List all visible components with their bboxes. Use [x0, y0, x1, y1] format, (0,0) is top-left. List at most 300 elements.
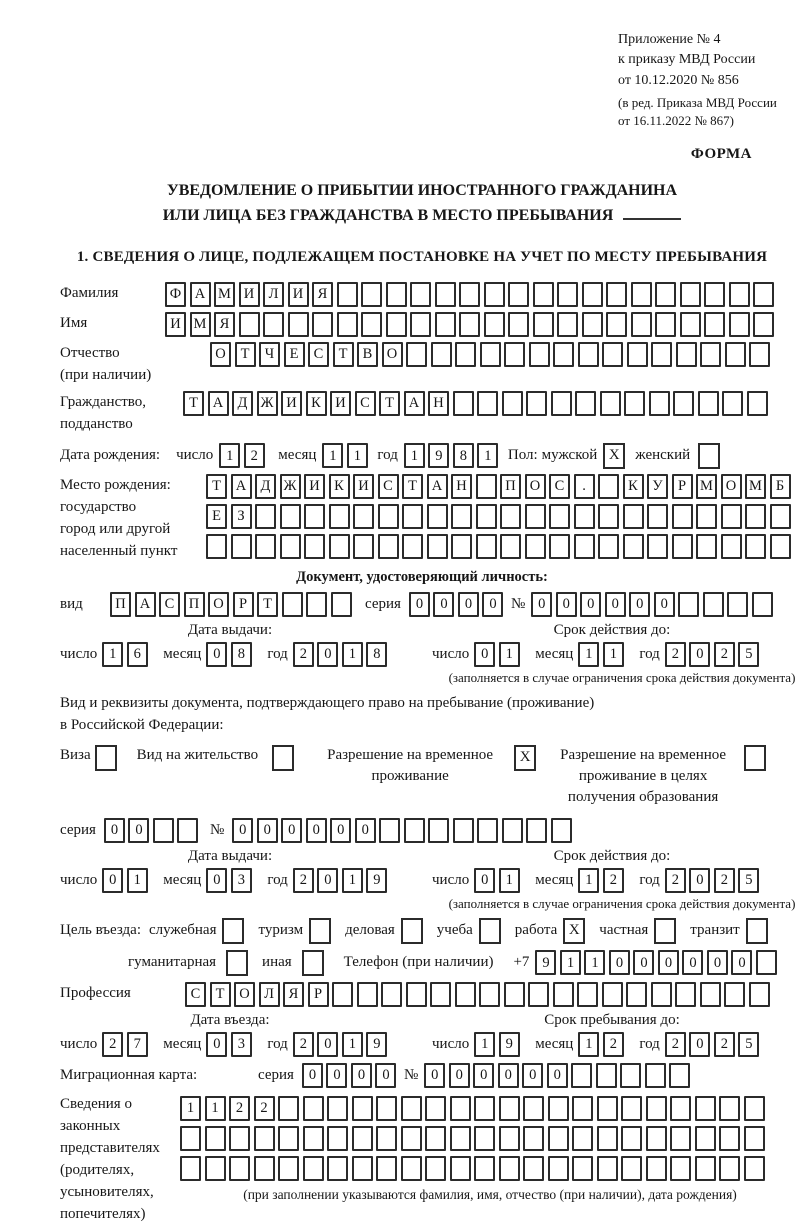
char-cell[interactable]	[526, 391, 547, 416]
char-cell[interactable]	[598, 534, 619, 559]
sex-female-checkbox[interactable]	[698, 443, 720, 469]
purpose-business-checkbox[interactable]	[401, 918, 423, 944]
char-cell[interactable]: О	[382, 342, 403, 367]
char-cell[interactable]: 1	[322, 443, 343, 468]
char-cell[interactable]	[425, 1096, 446, 1121]
char-cell[interactable]	[673, 391, 694, 416]
char-cell[interactable]	[623, 504, 644, 529]
char-cell[interactable]: Т	[235, 342, 256, 367]
char-cell[interactable]	[719, 1096, 740, 1121]
char-cell[interactable]	[549, 534, 570, 559]
char-cell[interactable]	[627, 342, 648, 367]
char-cell[interactable]	[597, 1156, 618, 1181]
char-cell[interactable]	[698, 391, 719, 416]
char-cell[interactable]: 0	[689, 868, 710, 893]
char-cell[interactable]: 2	[229, 1096, 250, 1121]
char-cell[interactable]: 8	[231, 642, 252, 667]
char-cell[interactable]	[278, 1096, 299, 1121]
purpose-tourism-checkbox[interactable]	[309, 918, 331, 944]
char-cell[interactable]	[427, 534, 448, 559]
char-cell[interactable]	[352, 1096, 373, 1121]
char-cell[interactable]	[499, 1126, 520, 1151]
char-cell[interactable]: 1	[127, 868, 148, 893]
char-cell[interactable]	[180, 1126, 201, 1151]
char-cell[interactable]: С	[355, 391, 376, 416]
char-cell[interactable]: Т	[206, 474, 227, 499]
char-cell[interactable]: С	[159, 592, 180, 617]
char-cell[interactable]	[381, 982, 402, 1007]
char-cell[interactable]: 1	[499, 868, 520, 893]
option-visa-checkbox[interactable]	[95, 745, 117, 771]
char-cell[interactable]	[401, 1156, 422, 1181]
char-cell[interactable]	[304, 534, 325, 559]
char-cell[interactable]: 6	[127, 642, 148, 667]
char-cell[interactable]: 0	[424, 1063, 445, 1088]
char-cell[interactable]	[646, 1126, 667, 1151]
char-cell[interactable]: 1	[477, 443, 498, 468]
sex-male-checkbox[interactable]: X	[603, 443, 625, 469]
char-cell[interactable]	[572, 1096, 593, 1121]
char-cell[interactable]	[303, 1126, 324, 1151]
char-cell[interactable]	[427, 504, 448, 529]
char-cell[interactable]	[646, 1096, 667, 1121]
char-cell[interactable]: С	[549, 474, 570, 499]
char-cell[interactable]	[631, 282, 652, 307]
char-cell[interactable]	[206, 534, 227, 559]
char-cell[interactable]: 0	[482, 592, 503, 617]
char-cell[interactable]	[700, 982, 721, 1007]
char-cell[interactable]: Т	[183, 391, 204, 416]
char-cell[interactable]	[386, 312, 407, 337]
char-cell[interactable]: М	[696, 474, 717, 499]
char-cell[interactable]: О	[721, 474, 742, 499]
char-cell[interactable]: Б	[770, 474, 791, 499]
char-cell[interactable]	[303, 1156, 324, 1181]
char-cell[interactable]	[180, 1156, 201, 1181]
char-cell[interactable]	[435, 312, 456, 337]
char-cell[interactable]	[255, 534, 276, 559]
char-cell[interactable]: 1	[219, 443, 240, 468]
char-cell[interactable]	[753, 282, 774, 307]
char-cell[interactable]	[631, 312, 652, 337]
char-cell[interactable]	[624, 391, 645, 416]
char-cell[interactable]	[582, 312, 603, 337]
char-cell[interactable]	[747, 391, 768, 416]
char-cell[interactable]	[352, 1126, 373, 1151]
char-cell[interactable]	[254, 1156, 275, 1181]
purpose-official-checkbox[interactable]	[222, 918, 244, 944]
char-cell[interactable]	[676, 342, 697, 367]
char-cell[interactable]	[703, 592, 724, 617]
char-cell[interactable]: .	[574, 474, 595, 499]
char-cell[interactable]: Н	[428, 391, 449, 416]
char-cell[interactable]	[704, 312, 725, 337]
char-cell[interactable]	[557, 312, 578, 337]
char-cell[interactable]	[455, 342, 476, 367]
char-cell[interactable]	[459, 312, 480, 337]
char-cell[interactable]: 0	[449, 1063, 470, 1088]
char-cell[interactable]	[727, 592, 748, 617]
char-cell[interactable]: 1	[560, 950, 581, 975]
char-cell[interactable]	[756, 950, 777, 975]
char-cell[interactable]: 1	[578, 868, 599, 893]
char-cell[interactable]	[553, 982, 574, 1007]
char-cell[interactable]	[549, 504, 570, 529]
char-cell[interactable]: Р	[233, 592, 254, 617]
char-cell[interactable]	[474, 1126, 495, 1151]
char-cell[interactable]	[502, 391, 523, 416]
char-cell[interactable]	[597, 1126, 618, 1151]
char-cell[interactable]: 0	[232, 818, 253, 843]
char-cell[interactable]	[303, 1096, 324, 1121]
char-cell[interactable]	[596, 1063, 617, 1088]
char-cell[interactable]	[533, 312, 554, 337]
char-cell[interactable]	[474, 1156, 495, 1181]
char-cell[interactable]	[678, 592, 699, 617]
char-cell[interactable]	[353, 504, 374, 529]
char-cell[interactable]	[655, 312, 676, 337]
char-cell[interactable]: 2	[293, 868, 314, 893]
char-cell[interactable]: 5	[738, 642, 759, 667]
char-cell[interactable]: 3	[231, 1032, 252, 1057]
char-cell[interactable]	[670, 1126, 691, 1151]
char-cell[interactable]: Ф	[165, 282, 186, 307]
char-cell[interactable]: И	[330, 391, 351, 416]
char-cell[interactable]	[626, 982, 647, 1007]
char-cell[interactable]	[425, 1156, 446, 1181]
char-cell[interactable]	[402, 534, 423, 559]
char-cell[interactable]	[695, 1126, 716, 1151]
char-cell[interactable]	[410, 282, 431, 307]
char-cell[interactable]	[352, 1156, 373, 1181]
char-cell[interactable]	[719, 1156, 740, 1181]
char-cell[interactable]	[672, 504, 693, 529]
char-cell[interactable]	[451, 534, 472, 559]
char-cell[interactable]: Е	[206, 504, 227, 529]
char-cell[interactable]	[602, 342, 623, 367]
char-cell[interactable]	[263, 312, 284, 337]
char-cell[interactable]: 2	[665, 868, 686, 893]
char-cell[interactable]	[548, 1126, 569, 1151]
char-cell[interactable]	[621, 1156, 642, 1181]
char-cell[interactable]	[744, 1096, 765, 1121]
char-cell[interactable]: 0	[689, 1032, 710, 1057]
char-cell[interactable]	[504, 342, 525, 367]
char-cell[interactable]	[378, 504, 399, 529]
char-cell[interactable]	[401, 1096, 422, 1121]
char-cell[interactable]	[410, 312, 431, 337]
char-cell[interactable]: Я	[283, 982, 304, 1007]
purpose-humanitarian-checkbox[interactable]	[226, 950, 248, 976]
char-cell[interactable]	[577, 982, 598, 1007]
char-cell[interactable]	[450, 1126, 471, 1151]
char-cell[interactable]	[500, 534, 521, 559]
char-cell[interactable]	[749, 982, 770, 1007]
char-cell[interactable]	[672, 534, 693, 559]
char-cell[interactable]	[278, 1126, 299, 1151]
char-cell[interactable]	[721, 534, 742, 559]
char-cell[interactable]: П	[500, 474, 521, 499]
char-cell[interactable]: 2	[603, 868, 624, 893]
char-cell[interactable]	[450, 1156, 471, 1181]
char-cell[interactable]	[602, 982, 623, 1007]
char-cell[interactable]	[770, 504, 791, 529]
char-cell[interactable]	[647, 504, 668, 529]
char-cell[interactable]	[337, 282, 358, 307]
char-cell[interactable]	[528, 982, 549, 1007]
char-cell[interactable]: 0	[556, 592, 577, 617]
char-cell[interactable]	[647, 534, 668, 559]
char-cell[interactable]: 5	[738, 868, 759, 893]
char-cell[interactable]	[376, 1096, 397, 1121]
char-cell[interactable]	[499, 1156, 520, 1181]
char-cell[interactable]	[376, 1156, 397, 1181]
purpose-other-checkbox[interactable]	[302, 950, 324, 976]
char-cell[interactable]	[453, 391, 474, 416]
char-cell[interactable]	[620, 1063, 641, 1088]
char-cell[interactable]: 0	[689, 642, 710, 667]
char-cell[interactable]: Я	[312, 282, 333, 307]
char-cell[interactable]	[606, 312, 627, 337]
char-cell[interactable]: 9	[366, 868, 387, 893]
char-cell[interactable]: Л	[263, 282, 284, 307]
char-cell[interactable]	[745, 534, 766, 559]
char-cell[interactable]: 1	[578, 1032, 599, 1057]
char-cell[interactable]: 0	[375, 1063, 396, 1088]
char-cell[interactable]	[402, 504, 423, 529]
char-cell[interactable]: Т	[333, 342, 354, 367]
char-cell[interactable]	[479, 982, 500, 1007]
char-cell[interactable]	[649, 391, 670, 416]
char-cell[interactable]	[361, 312, 382, 337]
char-cell[interactable]	[719, 1126, 740, 1151]
char-cell[interactable]	[406, 342, 427, 367]
char-cell[interactable]	[435, 282, 456, 307]
char-cell[interactable]	[499, 1096, 520, 1121]
char-cell[interactable]	[453, 818, 474, 843]
char-cell[interactable]: Ч	[259, 342, 280, 367]
option-residence-permit-checkbox[interactable]	[272, 745, 294, 771]
char-cell[interactable]: 2	[293, 1032, 314, 1057]
char-cell[interactable]	[327, 1126, 348, 1151]
char-cell[interactable]: 9	[366, 1032, 387, 1057]
char-cell[interactable]	[477, 818, 498, 843]
char-cell[interactable]	[646, 1156, 667, 1181]
char-cell[interactable]: 0	[605, 592, 626, 617]
char-cell[interactable]: 1	[603, 642, 624, 667]
char-cell[interactable]	[306, 592, 327, 617]
char-cell[interactable]	[357, 982, 378, 1007]
char-cell[interactable]	[575, 391, 596, 416]
char-cell[interactable]: Д	[232, 391, 253, 416]
char-cell[interactable]	[504, 982, 525, 1007]
char-cell[interactable]	[600, 391, 621, 416]
char-cell[interactable]	[704, 282, 725, 307]
char-cell[interactable]: 0	[531, 592, 552, 617]
char-cell[interactable]: 2	[244, 443, 265, 468]
char-cell[interactable]: 1	[342, 1032, 363, 1057]
char-cell[interactable]	[749, 342, 770, 367]
char-cell[interactable]	[153, 818, 174, 843]
char-cell[interactable]: 0	[707, 950, 728, 975]
char-cell[interactable]: И	[239, 282, 260, 307]
char-cell[interactable]	[645, 1063, 666, 1088]
char-cell[interactable]	[480, 342, 501, 367]
char-cell[interactable]	[476, 534, 497, 559]
char-cell[interactable]	[280, 534, 301, 559]
char-cell[interactable]	[582, 282, 603, 307]
char-cell[interactable]: С	[308, 342, 329, 367]
char-cell[interactable]: П	[184, 592, 205, 617]
char-cell[interactable]	[598, 504, 619, 529]
char-cell[interactable]	[752, 592, 773, 617]
char-cell[interactable]: 1	[499, 642, 520, 667]
char-cell[interactable]: 9	[428, 443, 449, 468]
char-cell[interactable]: 1	[102, 642, 123, 667]
char-cell[interactable]	[525, 534, 546, 559]
char-cell[interactable]: А	[208, 391, 229, 416]
char-cell[interactable]	[484, 282, 505, 307]
char-cell[interactable]: И	[281, 391, 302, 416]
char-cell[interactable]: 0	[633, 950, 654, 975]
char-cell[interactable]	[430, 982, 451, 1007]
char-cell[interactable]: 0	[658, 950, 679, 975]
char-cell[interactable]	[329, 504, 350, 529]
char-cell[interactable]	[255, 504, 276, 529]
char-cell[interactable]: А	[190, 282, 211, 307]
char-cell[interactable]	[404, 818, 425, 843]
char-cell[interactable]	[282, 592, 303, 617]
char-cell[interactable]: 0	[498, 1063, 519, 1088]
char-cell[interactable]: 0	[609, 950, 630, 975]
char-cell[interactable]: 0	[317, 642, 338, 667]
char-cell[interactable]	[361, 282, 382, 307]
char-cell[interactable]: 0	[330, 818, 351, 843]
char-cell[interactable]	[386, 282, 407, 307]
purpose-private-checkbox[interactable]	[654, 918, 676, 944]
char-cell[interactable]	[729, 312, 750, 337]
char-cell[interactable]: В	[357, 342, 378, 367]
char-cell[interactable]	[231, 534, 252, 559]
char-cell[interactable]: У	[647, 474, 668, 499]
char-cell[interactable]: 0	[326, 1063, 347, 1088]
char-cell[interactable]	[578, 342, 599, 367]
char-cell[interactable]	[574, 534, 595, 559]
char-cell[interactable]: 0	[281, 818, 302, 843]
char-cell[interactable]: Ж	[257, 391, 278, 416]
char-cell[interactable]: Т	[402, 474, 423, 499]
char-cell[interactable]: 0	[128, 818, 149, 843]
char-cell[interactable]	[557, 282, 578, 307]
char-cell[interactable]: П	[110, 592, 131, 617]
char-cell[interactable]	[474, 1096, 495, 1121]
char-cell[interactable]	[304, 504, 325, 529]
char-cell[interactable]: 9	[535, 950, 556, 975]
purpose-transit-checkbox[interactable]	[746, 918, 768, 944]
char-cell[interactable]: 0	[629, 592, 650, 617]
char-cell[interactable]	[376, 1126, 397, 1151]
char-cell[interactable]: 1	[342, 868, 363, 893]
char-cell[interactable]: 0	[522, 1063, 543, 1088]
char-cell[interactable]: Т	[257, 592, 278, 617]
char-cell[interactable]: Т	[379, 391, 400, 416]
char-cell[interactable]: 2	[102, 1032, 123, 1057]
char-cell[interactable]	[675, 982, 696, 1007]
char-cell[interactable]	[431, 342, 452, 367]
char-cell[interactable]	[680, 312, 701, 337]
purpose-study-checkbox[interactable]	[479, 918, 501, 944]
char-cell[interactable]: 3	[231, 868, 252, 893]
char-cell[interactable]: О	[210, 342, 231, 367]
char-cell[interactable]: 0	[355, 818, 376, 843]
char-cell[interactable]	[278, 1156, 299, 1181]
char-cell[interactable]: 0	[474, 642, 495, 667]
char-cell[interactable]	[329, 534, 350, 559]
char-cell[interactable]	[669, 1063, 690, 1088]
char-cell[interactable]: К	[329, 474, 350, 499]
char-cell[interactable]	[745, 504, 766, 529]
char-cell[interactable]	[523, 1096, 544, 1121]
char-cell[interactable]: И	[304, 474, 325, 499]
char-cell[interactable]: 2	[603, 1032, 624, 1057]
char-cell[interactable]	[378, 534, 399, 559]
char-cell[interactable]: 8	[366, 642, 387, 667]
char-cell[interactable]: 0	[317, 1032, 338, 1057]
char-cell[interactable]: 2	[665, 642, 686, 667]
char-cell[interactable]	[721, 504, 742, 529]
char-cell[interactable]	[606, 282, 627, 307]
char-cell[interactable]: 1	[474, 1032, 495, 1057]
char-cell[interactable]	[450, 1096, 471, 1121]
char-cell[interactable]	[700, 342, 721, 367]
char-cell[interactable]: С	[378, 474, 399, 499]
char-cell[interactable]	[670, 1156, 691, 1181]
char-cell[interactable]: 0	[731, 950, 752, 975]
char-cell[interactable]: 0	[302, 1063, 323, 1088]
char-cell[interactable]: 0	[654, 592, 675, 617]
char-cell[interactable]	[229, 1126, 250, 1151]
char-cell[interactable]	[621, 1126, 642, 1151]
char-cell[interactable]: И	[353, 474, 374, 499]
char-cell[interactable]	[205, 1156, 226, 1181]
char-cell[interactable]: 1	[584, 950, 605, 975]
char-cell[interactable]: Р	[672, 474, 693, 499]
char-cell[interactable]: 0	[682, 950, 703, 975]
char-cell[interactable]	[455, 982, 476, 1007]
char-cell[interactable]: 0	[306, 818, 327, 843]
char-cell[interactable]: А	[404, 391, 425, 416]
char-cell[interactable]	[476, 504, 497, 529]
char-cell[interactable]: Р	[308, 982, 329, 1007]
char-cell[interactable]	[288, 312, 309, 337]
char-cell[interactable]: 0	[474, 868, 495, 893]
char-cell[interactable]	[696, 504, 717, 529]
char-cell[interactable]: 2	[254, 1096, 275, 1121]
char-cell[interactable]	[680, 282, 701, 307]
char-cell[interactable]	[428, 818, 449, 843]
char-cell[interactable]	[529, 342, 550, 367]
char-cell[interactable]	[655, 282, 676, 307]
char-cell[interactable]: 0	[102, 868, 123, 893]
char-cell[interactable]: М	[190, 312, 211, 337]
char-cell[interactable]	[696, 534, 717, 559]
char-cell[interactable]: 0	[257, 818, 278, 843]
purpose-work-checkbox[interactable]: X	[563, 918, 585, 944]
char-cell[interactable]	[744, 1126, 765, 1151]
char-cell[interactable]: З	[231, 504, 252, 529]
char-cell[interactable]	[508, 312, 529, 337]
char-cell[interactable]: А	[135, 592, 156, 617]
